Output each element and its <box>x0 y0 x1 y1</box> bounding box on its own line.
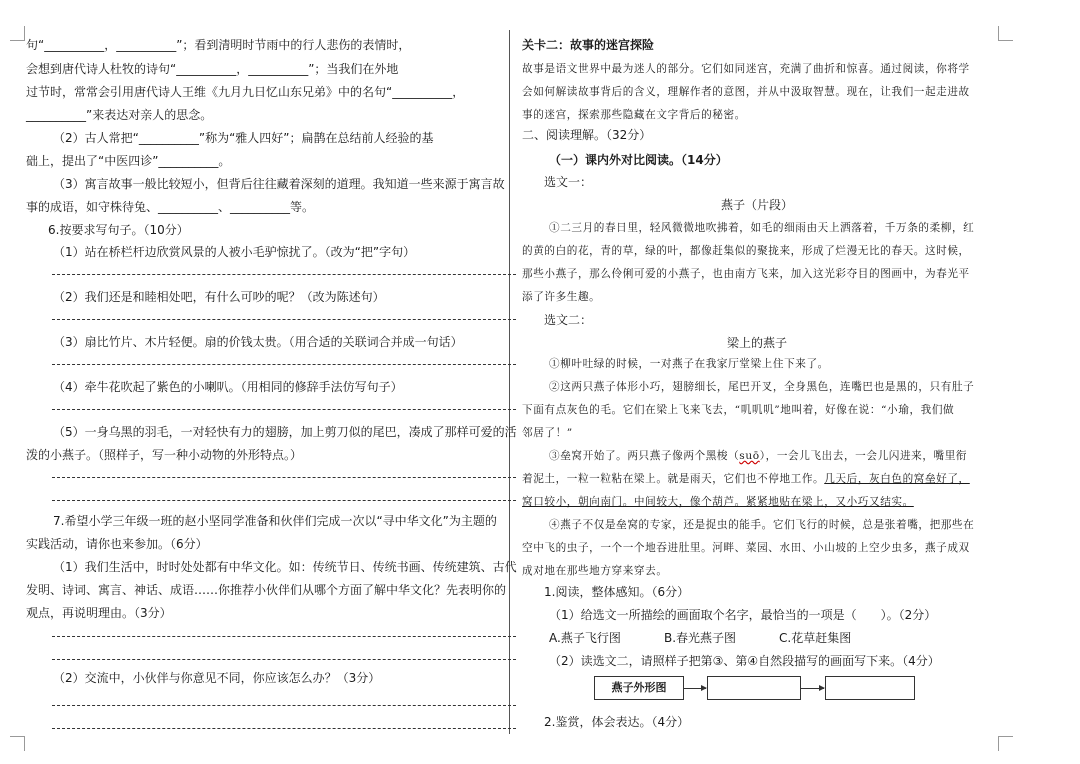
q7-part-1: （1）我们生活中，时时处处都有中华文化。如：传统节日、传统书画、传统建筑、古代 <box>53 560 517 574</box>
level-text-line: 会如何解读故事背后的含义，理解作者的意图，并从中汲取智慧。现在，让我们一起走进故 <box>522 86 970 98</box>
text-1-label: 选文一： <box>544 175 593 189</box>
question-1-title: 1.阅读，整体感知。（6分） <box>544 585 690 599</box>
right-column <box>522 0 992 764</box>
option-a[interactable]: A.燕子飞行图 <box>549 631 621 645</box>
text-1-line: ①二三月的春日里，轻风微微地吹拂着，如毛的细雨由天上洒落着，千万条的柔柳，红 <box>549 222 975 234</box>
question-7-title: 7.希望小学三年级一班的赵小坚同学准备和伙伴们完成一次以“寻中华文化”为主题的 <box>53 514 497 528</box>
q6-item-4: （4）牵牛花吹起了紫色的小喇叭。（用相同的修辞手法仿写句子） <box>53 380 403 394</box>
diagram-arrow <box>684 688 706 689</box>
fill-blank-line: 会想到唐代诗人杜牧的诗句“__________，__________”；当我们在外地 <box>26 62 399 76</box>
level-text-line: 事的迷宫，探索那些隐藏在文字背后的秘密。 <box>522 109 746 121</box>
question-2-title: 2.鉴赏，体会表达。（4分） <box>544 715 690 729</box>
question-7-title-cont: 实践活动，请你也来参加。（6分） <box>26 537 208 551</box>
para-3-text: ③垒窝开始了。两只燕子像两个黑梭（ <box>549 450 740 462</box>
text-2-para-3 <box>522 471 970 487</box>
text-2-para-1: ①柳叶吐绿的时候，一对燕子在我家厅堂梁上住下来了。 <box>549 358 829 370</box>
part-1-heading: （一）课内外对比阅读。（14分） <box>549 153 728 167</box>
text-2-para-2: 下面有点灰色的毛。它们在梁上飞来飞去，“叽叽叽”地叫着，好像在说：“小瑜，我们做 <box>522 404 955 416</box>
fill-blank-line: 过节时，常常会引用唐代诗人王维《九月九日忆山东兄弟》中的名句“__________， <box>26 85 465 99</box>
fill-blank-line: 事的成语，如守株待兔、__________、__________等。 <box>26 200 315 214</box>
diagram-arrow <box>801 688 824 689</box>
text-1-line: 添了许多生趣。 <box>522 291 601 303</box>
fill-blank-line: （3）寓言故事一般比较短小，但背后往往藏着深刻的道理。我知道一些来源于寓言故 <box>53 177 505 191</box>
question-1-1: （1）给选文一所描绘的画面取个名字，最恰当的一项是（ ）。（2分） <box>549 608 937 622</box>
q6-item-5-cont: 泼的小燕子。（照样子，写一种小动物的外形特点。） <box>26 448 303 462</box>
text-2-para-4: 成对地在那些地方穿来穿去。 <box>522 565 668 577</box>
option-b[interactable]: B.春光燕子图 <box>664 631 737 645</box>
q6-item-1: （1）站在桥栏杆边欣赏风景的人被小毛驴惊扰了。（改为“把”字句） <box>53 245 416 259</box>
text-2-para-3 <box>549 448 967 464</box>
text-2-para-4: ④燕子不仅是垒窝的专家，还是捉虫的能手。它们飞行的时候，总是张着嘴，把那些在 <box>549 519 975 531</box>
q6-item-5: （5）一身乌黑的羽毛，一对轻快有力的翅膀，加上剪刀似的尾巴，凑成了那样可爱的活 <box>53 425 517 439</box>
answer-line[interactable] <box>52 659 516 660</box>
crop-mark-top-right <box>998 26 1013 41</box>
answer-line[interactable] <box>52 409 516 410</box>
crop-mark-bottom-right <box>998 736 1013 751</box>
q7-part-2: （2）交流中，小伙伴与你意见不同，你应该怎么办？（3分） <box>53 671 381 685</box>
crop-mark-bottom-left <box>10 736 25 751</box>
q7-part-1-cont: 发明、诗词、寓言、神话、成语……你推荐小伙伴们从哪个方面了解中华文化？先表明你的 <box>26 583 507 597</box>
pinyin-annotation: suō <box>739 450 760 462</box>
text-2-title: 梁上的燕子 <box>726 336 787 350</box>
question-6-title: 6.按要求写句子。（10分） <box>48 223 189 237</box>
answer-line[interactable] <box>52 500 516 501</box>
fill-blank-line: 础上，提出了“中医四诊”__________。 <box>26 154 231 168</box>
answer-line[interactable] <box>52 477 516 478</box>
option-c[interactable]: C.花草赶集图 <box>779 631 852 645</box>
level-title: 关卡二：故事的迷宫探险 <box>522 38 655 52</box>
text-2-para-2: ②这两只燕子体形小巧，翅膀细长，尾巴开叉，全身黑色，连嘴巴也是黑的，只有肚子 <box>549 381 975 393</box>
fill-blank-line: __________”来表达对亲人的思念。 <box>26 108 213 122</box>
column-divider <box>509 30 510 734</box>
underlined-sentence: 几天后，灰白色的窝垒好了， <box>824 473 970 485</box>
diagram-answer-box[interactable] <box>825 676 915 700</box>
para-3-text: ），一会儿飞出去，一会儿闪进来，嘴里衔 <box>759 450 968 462</box>
answer-line[interactable] <box>52 636 516 637</box>
answer-line[interactable] <box>52 728 516 729</box>
level-text-line: 故事是语文世界中最为迷人的部分。它们如同迷宫，充满了曲折和惊喜。通过阅读，你将学 <box>522 63 970 75</box>
answer-line[interactable] <box>52 364 516 365</box>
fill-blank-line: （2）古人常把“__________”称为“雅人四好”；扁鹊在总结前人经验的基 <box>53 131 434 145</box>
text-1-title: 燕子（片段） <box>720 198 793 212</box>
q6-item-3: （3）扇比竹片、木片轻便。扇的价钱太贵。（用合适的关联词合并成一句话） <box>53 335 463 349</box>
text-2-para-4: 空中飞的虫子，一个一个地吞进肚里。河畔、菜园、水田、小山坡的上空少虫多，燕子成双 <box>522 542 970 554</box>
para-3-text: 着泥土，一粒一粒粘在梁上。就是雨天，它们也不停地工作。 <box>522 473 825 485</box>
answer-line[interactable] <box>52 705 516 706</box>
q6-item-2: （2）我们还是和睦相处吧，有什么可吵的呢？（改为陈述句） <box>53 290 385 304</box>
diagram-answer-box[interactable] <box>707 676 801 700</box>
text-2-para-2: 邻居了！” <box>522 427 573 439</box>
diagram-box-label: 燕子外形图 <box>594 676 684 700</box>
underlined-sentence: 窝口较小，朝向南门。中间较大，像个葫芦。紧紧地贴在梁上，又小巧又结实。 <box>522 496 914 508</box>
text-1-line: 那些小燕子，那么伶俐可爱的小燕子，也由南方飞来，加入这光彩夺目的图画中，为春光平 <box>522 268 970 280</box>
crop-mark-top-left <box>10 26 25 41</box>
q7-part-1-cont: 观点，再说明理由。（3分） <box>26 606 172 620</box>
section-2-heading: 二、阅读理解。（32分） <box>522 128 652 142</box>
question-1-2: （2）读选文二，请照样子把第③、第④自然段描写的画面写下来。（4分） <box>549 654 940 668</box>
answer-line[interactable] <box>52 274 516 275</box>
text-1-line: 的黄的白的花，青的草，绿的叶，都像赶集似的聚拢来，形成了烂漫无比的春天。这时候， <box>522 245 970 257</box>
fill-blank-line: 句“__________，__________”；看到清明时节雨中的行人悲伤的表情时， <box>26 38 411 52</box>
left-column <box>26 0 517 764</box>
text-2-label: 选文二： <box>544 313 593 327</box>
answer-line[interactable] <box>52 319 516 320</box>
